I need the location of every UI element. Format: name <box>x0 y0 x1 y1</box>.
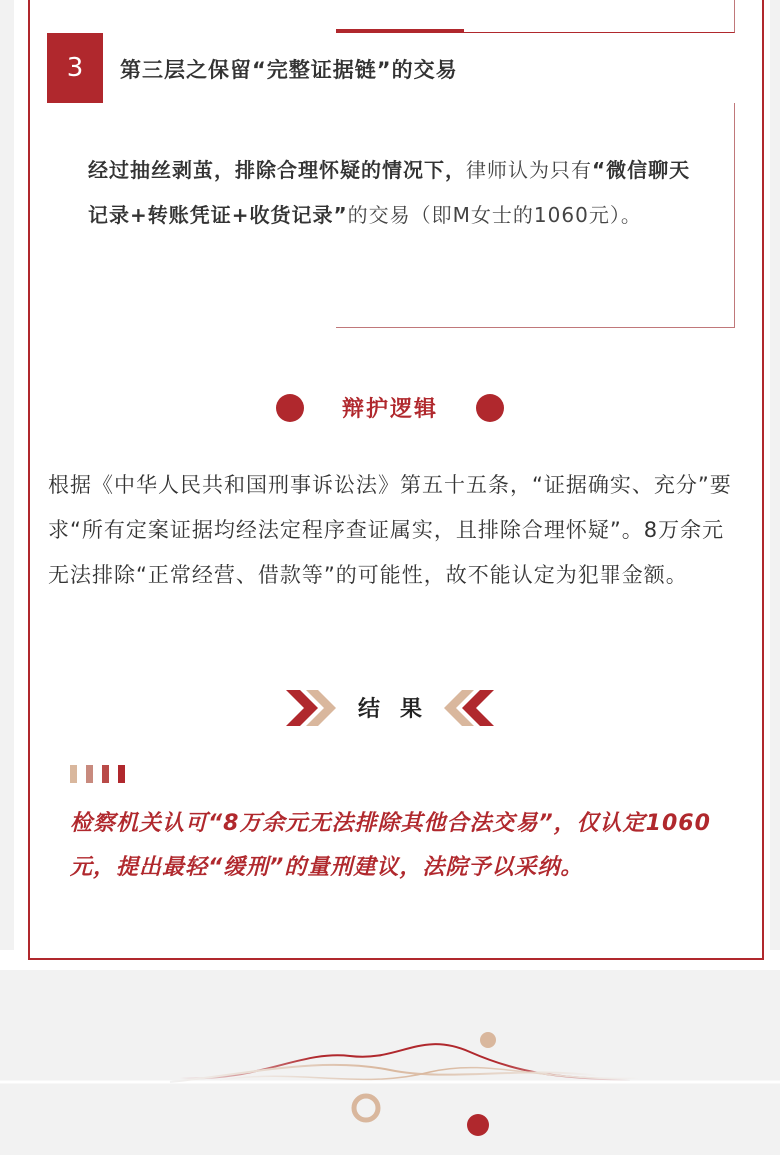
chevron-left-double-icon <box>440 688 496 728</box>
layer-number-badge <box>47 33 103 103</box>
layer-number: 3 <box>66 53 84 83</box>
layer-text-bold: 经过抽丝剥茧，排除合理怀疑的情况下， <box>88 158 466 182</box>
wave-decoration-graphic <box>0 970 780 1155</box>
layer-title: 第三层之保留“完整证据链”的交易 <box>120 58 458 82</box>
section-header-result <box>0 688 780 728</box>
decorative-bar <box>70 765 77 783</box>
right-dot-icon <box>476 394 504 422</box>
section-title-logic: 辩护逻辑 <box>341 397 438 422</box>
layer-content-text <box>88 148 708 238</box>
result-paragraph: 检察机关认可“8万余元无法排除其他合法交易”，仅认定1060元，提出最轻“缓刑”的量刑建议，法院予以采纳。 <box>70 811 711 880</box>
section-header-logic <box>0 388 780 428</box>
layer-text-normal-end: 的交易（即M女士的1060元）。 <box>347 203 642 227</box>
page-background-right <box>770 0 780 950</box>
previous-layer-accent-bar <box>336 29 464 33</box>
layer-text-normal: 律师认为只有 <box>466 158 592 182</box>
section-title-result: 结果 <box>357 697 442 722</box>
logic-paragraph: 根据《中华人民共和国刑事诉讼法》第五十五条，“证据确实、充分”要求“所有定案证据均经法定程序查证属实，且排除合理怀疑”。8万余元无法排除“正常经营、借款等”的可能性，故不能认定为犯罪金额。 <box>48 473 732 587</box>
layer-text-bold-evidence: “微信聊天记录+转账凭证+收货记录” <box>88 158 691 227</box>
decorative-bar <box>118 765 125 783</box>
footer-decoration <box>0 970 780 1155</box>
decorative-bar <box>102 765 109 783</box>
page-background-left <box>0 0 14 950</box>
decorative-bar <box>86 765 93 783</box>
